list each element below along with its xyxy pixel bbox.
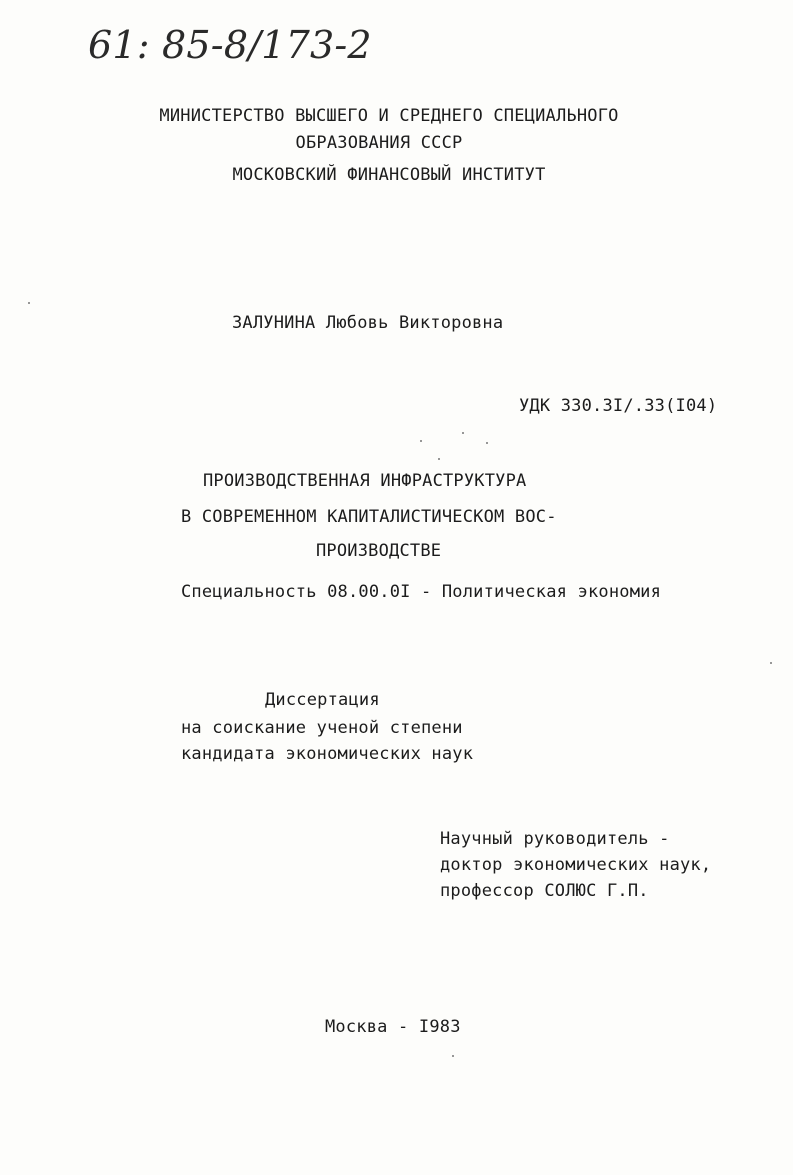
archive-code-text: 61: 85-8/173-2 — [88, 23, 372, 67]
scan-speck — [28, 302, 30, 304]
ministry-line-1: МИНИСТЕРСТВО ВЫСШЕГО И СРЕДНЕГО СПЕЦИАЛЬНОГО — [159, 106, 619, 126]
scan-speck — [438, 458, 440, 460]
ministry-line-2: ОБРАЗОВАНИЯ СССР — [295, 133, 463, 153]
supervisor-line-2: доктор экономических наук, — [440, 855, 712, 875]
title-line-1: ПРОИЗВОДСТВЕННАЯ ИНФРАСТРУКТУРА — [203, 471, 527, 491]
scan-speck — [452, 1055, 454, 1057]
specialty-line: Специальность 08.00.0I - Политическая экономия — [181, 582, 662, 602]
archive-code-handwritten — [88, 16, 378, 76]
place-and-year: Москва - I983 — [325, 1017, 461, 1037]
degree-line-3: кандидата экономических наук — [181, 744, 474, 764]
degree-line-2: на соискание ученой степени — [181, 718, 463, 738]
scan-speck — [420, 440, 422, 442]
scan-speck — [770, 662, 772, 664]
scan-speck — [462, 432, 464, 434]
author-name: ЗАЛУНИНА Любовь Викторовна — [232, 313, 504, 333]
title-line-2: В СОВРЕМЕННОМ КАПИТАЛИСТИЧЕСКОМ ВОС- — [181, 507, 557, 527]
supervisor-line-1: Научный руководитель - — [440, 829, 670, 849]
title-line-3: ПРОИЗВОДСТВЕ — [316, 541, 442, 561]
udk-code: УДК 330.3I/.33(I04) — [519, 396, 718, 416]
institute-name: МОСКОВСКИЙ ФИНАНСОВЫЙ ИНСТИТУТ — [232, 165, 546, 185]
scan-speck — [486, 442, 488, 444]
supervisor-line-3: профессор СОЛЮС Г.П. — [440, 881, 649, 901]
degree-line-1: Диссертация — [265, 690, 380, 710]
